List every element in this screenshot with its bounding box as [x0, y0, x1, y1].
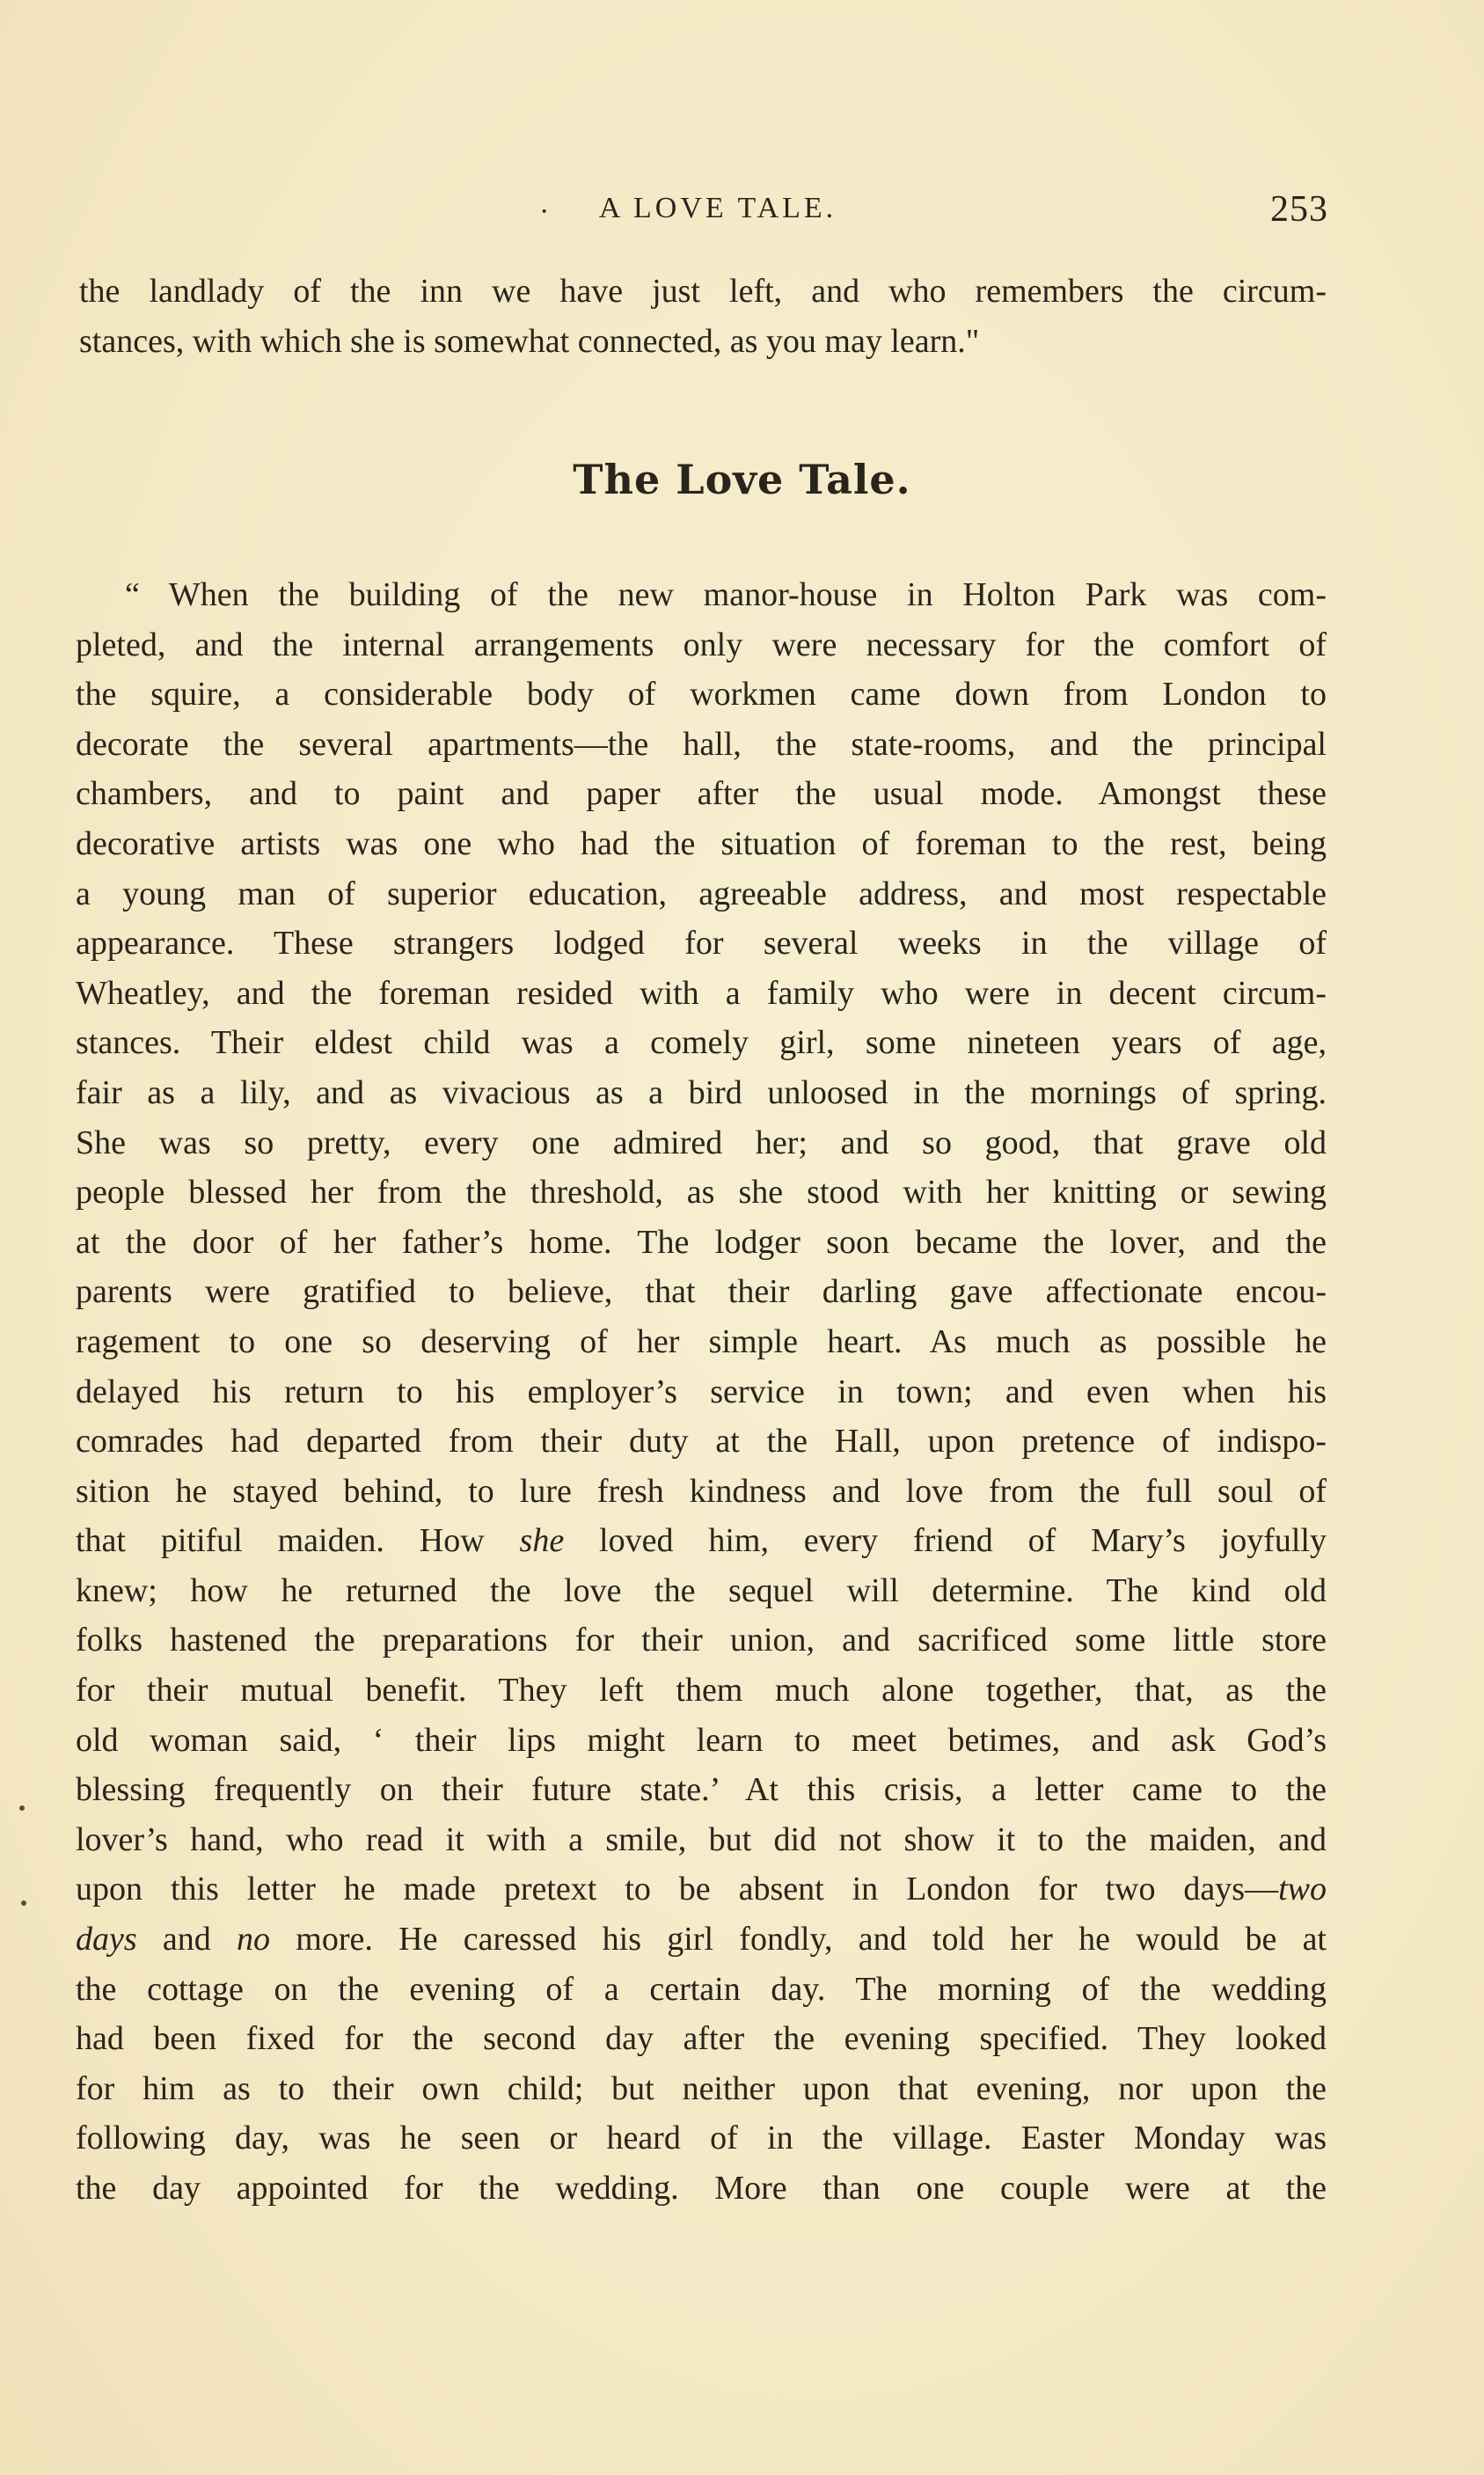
- text-line: [76, 1915, 1327, 1965]
- text-line: had been fixed for the second day after the evening specified. They looked: [76, 2020, 1327, 2058]
- margin-mark: [19, 1805, 25, 1811]
- emphasis: two: [1278, 1871, 1327, 1908]
- text-line: She was so pretty, every one admired her; and so good, that grave old: [76, 1124, 1327, 1161]
- text-line: decorative artists was one who had the situation of foreman to the rest, being: [76, 824, 1327, 862]
- emphasis: she: [519, 1522, 565, 1560]
- text-line: appearance. These strangers lodged for several weeks in the village of: [76, 925, 1327, 963]
- emphasis: no: [237, 1921, 271, 1959]
- text-line: for their mutual benefit. They left them much alone together, that, as the: [76, 1672, 1327, 1710]
- body-paragraph: [76, 570, 1327, 2214]
- text-line: a young man of superior education, agreeable address, and most respectable: [76, 875, 1327, 912]
- text-line: blessing frequently on their future state.’ At this crisis, a letter came to the: [76, 1771, 1327, 1809]
- text-line: the squire, a considerable body of workmen came down from London to: [76, 676, 1327, 714]
- text-line: for him as to their own child; but neither upon that evening, nor upon the: [76, 2069, 1327, 2107]
- text-line: [76, 1864, 1327, 1915]
- intro-paragraph: [79, 267, 1327, 366]
- text-line: decorate the several apartments—the hall, the state-rooms, and the principal: [76, 725, 1327, 763]
- text-line: the landlady of the inn we have just left, and who remembers the circum-: [79, 273, 1327, 310]
- emphasis: days: [76, 1921, 137, 1959]
- text-line: the cottage on the evening of a certain day. The morning of the wedding: [76, 1970, 1327, 2008]
- margin-mark: [21, 1900, 26, 1906]
- text-line: chambers, and to paint and paper after the usual mode. Amongst these: [76, 775, 1327, 813]
- text-line: ragement to one so deserving of her simple heart. As much as possible he: [76, 1322, 1327, 1360]
- text-segment: and: [136, 1921, 238, 1959]
- text-line: the day appointed for the wedding. More than one couple were at the: [76, 2170, 1327, 2207]
- text-line: pleted, and the internal arrangements only were necessary for the comfort of: [76, 626, 1327, 663]
- text-line: folks hastened the preparations for their union, and sacrificed some little store: [76, 1622, 1327, 1659]
- text-line: stances, with which she is somewhat connected, as you may learn.": [79, 322, 980, 360]
- text-line: sition he stayed behind, to lure fresh kindness and love from the full soul of: [76, 1472, 1327, 1510]
- running-head-title: A LOVE TALE.: [598, 192, 837, 224]
- running-head-dot: ·: [539, 195, 550, 228]
- text-segment: more. He caressed his girl fondly, and told her he would be at: [270, 1921, 1327, 1959]
- text-segment: loved him, every friend of Mary’s joyfully: [564, 1522, 1327, 1560]
- text-line: stances. Their eldest child was a comely girl, some nineteen years of age,: [76, 1024, 1327, 1062]
- text-line: knew; how he returned the love the sequel will determine. The kind old: [76, 1571, 1327, 1609]
- text-line: fair as a lily, and as vivacious as a bird unloosed in the mornings of spring.: [76, 1073, 1327, 1111]
- text-line: parents were gratified to believe, that their darling gave affectionate encou-: [76, 1273, 1327, 1311]
- text-line: following day, was he seen or heard of in the village. Easter Monday was: [76, 2120, 1327, 2157]
- text-line: delayed his return to his employer’s service in town; and even when his: [76, 1373, 1327, 1410]
- text-line: “ When the building of the new manor-house in Holton Park was com-: [125, 576, 1327, 613]
- text-line: comrades had departed from their duty at the Hall, upon pretence of indispo-: [76, 1423, 1327, 1461]
- text-line: old woman said, ‘ their lips might learn to meet betimes, and ask God’s: [76, 1721, 1327, 1759]
- section-heading: The Love Tale.: [573, 456, 911, 503]
- text-line: at the door of her father’s home. The lodger soon became the lover, and the: [76, 1223, 1327, 1261]
- text-line: people blessed her from the threshold, as she stood with her knitting or sewing: [76, 1174, 1327, 1212]
- page-number: 253: [1270, 189, 1328, 230]
- running-head: [76, 189, 1328, 245]
- text-line: [76, 1516, 1327, 1566]
- text-segment: upon this letter he made pretext to be absent in London for two days—: [76, 1871, 1279, 1908]
- text-line: Wheatley, and the foreman resided with a family who were in decent circum-: [76, 974, 1327, 1012]
- text-line: lover’s hand, who read it with a smile, but did not show it to the maiden, and: [76, 1820, 1327, 1858]
- text-segment: that pitiful maiden. How: [76, 1522, 520, 1560]
